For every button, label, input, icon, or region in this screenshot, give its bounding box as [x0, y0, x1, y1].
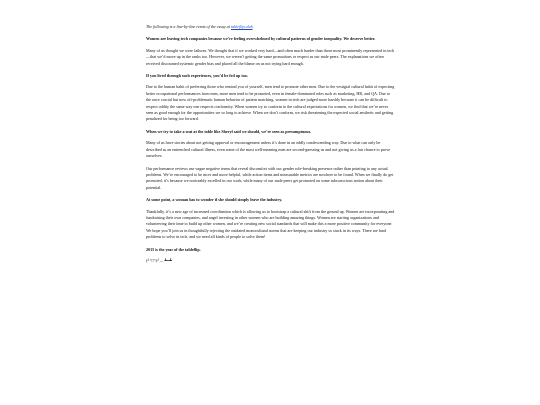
paragraph-condescending: Many of us have stories about not getting approval or encouragement unless it’s done in an oddly condescending way. Due to what can only be described as an entrenched cultural illness, even some of the most well-meaning men are second-guessing us and not giving us a fair chance to prove ourselves. [146, 140, 391, 159]
intro-suffix: . [252, 24, 254, 29]
intro-line [146, 24, 396, 30]
heading-seat-at-table: When we try to take a seat at the table like Sheryl said we should, we’re seen as presumptuous. [146, 128, 312, 134]
heading-fed-up: If you lived through such experiences, you’d be fed up too. [146, 73, 248, 79]
paragraph-performance-reviews: Our performance reviews use vague negative terms that reveal discomfort with our gender role-breaking presence rather than pointing to any actual problems. We’re encouraged to be nicer and more helpful, while action items and measurable metrics are nowhere to be found. When we finally do get promoted, it’s because we noticeably excelled in our work, while many of our male peers get promoted on some subconscious notion about their potential. [146, 165, 394, 190]
paragraph-human-habit: Due to the human habit of preferring those who remind you of yourself, men tend to promote other men. Due to the vestigial cultural habit of expecting better occupational performances from men, more men tend to be promoted, even in female-dominated roles such as marketing, HR, and QA. Due to the once crucial but now oft-problematic human behavior of pattern matching, women in tech are judged more harshly because it can be difficult to respect oddity the same way one respects conformity. When women try to conform to the cultural expectations for women, we find that we’re never seen as good enough for the opportunities we so long to achieve. When we don’t conform, we risk threatening the expected social aesthetic and getting penalized for being too forward. [146, 84, 395, 122]
heading-year-of-tableflip: 2015 is the year of the tableflip. [146, 246, 201, 252]
paragraph-new-age: Thankfully, it’s a new age of increased coordination which is allowing us to bootstrap a cultural shift from the ground up. Women are incorporating and fundraising their own companies, and angel investing in other women who are building amazing things. Women are starting organizations and volunteering their time to build up other women, and we’re creating new social standards that will make this a more positive community for everyone. We hope you’ll join us in thoughtfully rejecting the outdated monocultural norms that are keeping our industry so stuck in its ways. There are hard problems to solve in tech, and we need all kinds of people to solve them! [146, 208, 395, 240]
essay-document [146, 24, 396, 264]
heading-leave-industry: At some point, a woman has to wonder if she should simply leave the industry. [146, 197, 283, 203]
tableflip-link[interactable]: tableflip.club [230, 24, 253, 29]
paragraph-failures: Many of us thought we were failures. We thought that if we worked very hard—and often much harder than those most prominently represented in tech—that we’d move up in the ranks too. However, we weren’t getting the same promotions or respect as our male peers. The explanations we often received discounted systemic gender bias and placed all the blame on us not trying hard enough. [146, 47, 395, 66]
tableflip-emoticon: (╯°□°)╯︵ ┻━┻ [146, 257, 172, 263]
heading-leaving-tech: Women are leaving tech companies because we’re feeling overwhelmed by cultural patterns of gender inequality. We deserve better. [146, 36, 376, 42]
intro-prefix: The following is a line-by-line remix of the essay at [146, 24, 231, 29]
